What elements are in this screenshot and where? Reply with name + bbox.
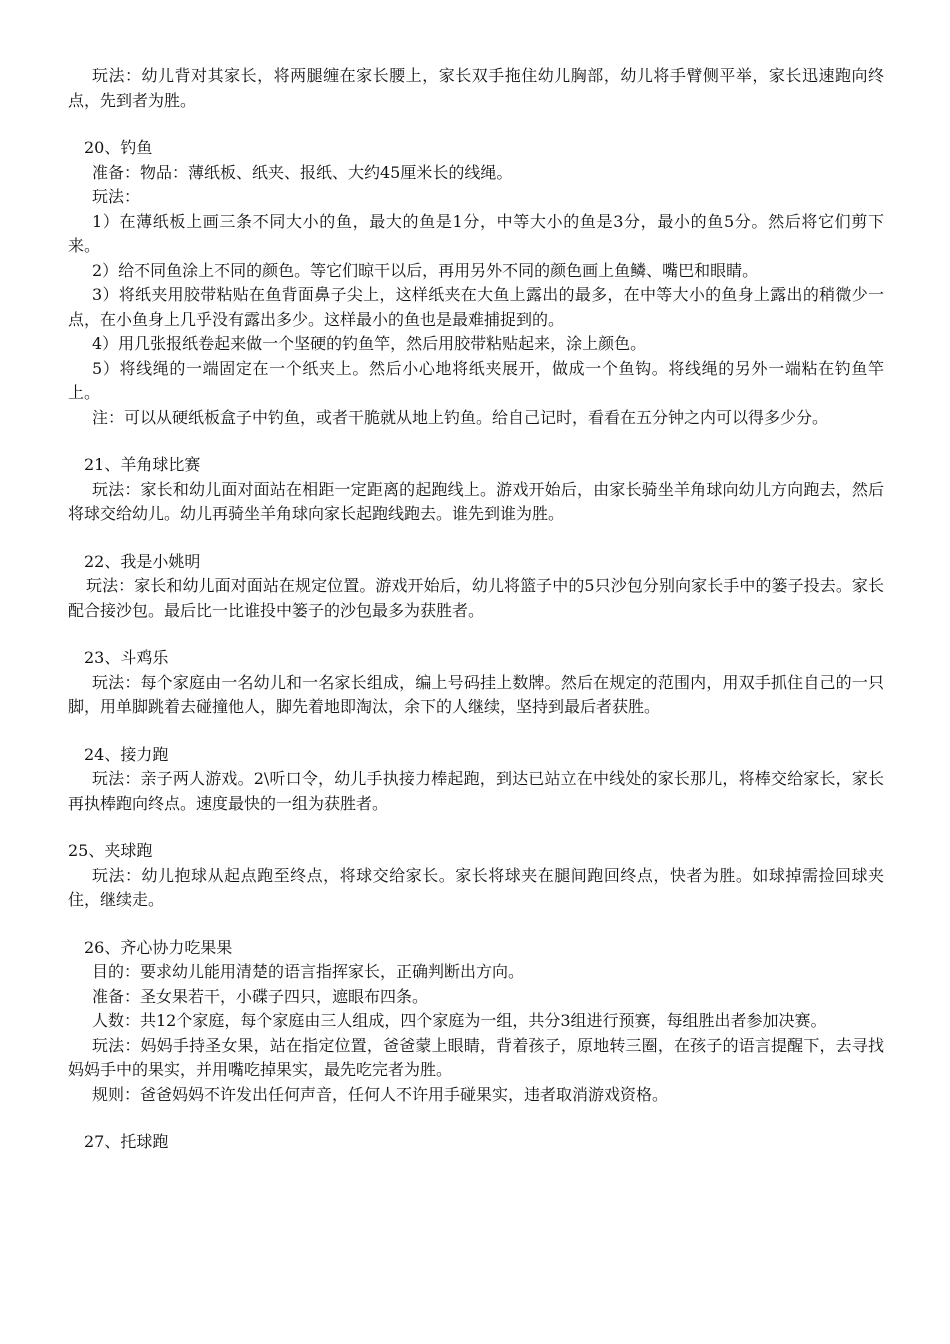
section20-step-3: 3）将纸夹用胶带粘贴在鱼背面鼻子尖上，这样纸夹在大鱼上露出的最多，在中等大小的鱼身上露出的稍微少一点，在小鱼身上几乎没有露出多少。这样最小的鱼也是最难捕捉到的。 <box>68 285 884 329</box>
section22-title: 22、我是小姚明 <box>84 551 201 571</box>
spacer <box>68 913 884 936</box>
section20-step-2: 2）给不同鱼涂上不同的颜色。等它们晾干以后，再用另外不同的颜色画上鱼鳞、嘴巴和眼睛。 <box>92 260 759 280</box>
section24-play: 玩法：亲子两人游戏。2\听口令，幼儿手执接力棒起跑，到达已站立在中线处的家长那儿，将棒交给家长，家长再执棒跑向终点。速度最快的一组为获胜者。 <box>68 769 884 813</box>
section20-step-4: 4）用几张报纸卷起来做一个坚硬的钓鱼竿，然后用胶带粘贴起来，涂上颜色。 <box>92 334 647 353</box>
section27-title: 27、托球跑 <box>84 1132 169 1151</box>
spacer <box>68 1107 884 1130</box>
section26-people: 人数：共12个家庭，每个家庭由三人组成，四个家庭为一组，共分3组进行预赛，每组胜出者参加决赛。 <box>92 1011 827 1030</box>
section19-play-paragraph: 玩法：幼儿背对其家长，将两腿缠在家长腰上，家长双手拖住幼儿胸部，幼儿将手臂侧平举，家长迅速跑向终点，先到者为胜。 <box>68 66 884 110</box>
section21-play: 玩法：家长和幼儿面对面站在相距一定距离的起跑线上。游戏开始后，由家长骑坐羊角球向幼儿方向跑去，然后将球交给幼儿。幼儿再骑坐羊角球向家长起跑线跑去。谁先到谁为胜。 <box>68 479 884 523</box>
section22-play: 玩法：家长和幼儿面对面站在规定位置。游戏开始后，幼儿将篮子中的5只沙包分别向家长手中的篓子投去。家长配合接沙包。最后比一比谁投中篓子的沙包最多为获胜者。 <box>68 576 884 620</box>
section20-play-label: 玩法： <box>92 187 141 206</box>
spacer <box>68 816 884 839</box>
section23-play: 玩法：每个家庭由一名幼儿和一名家长组成，编上号码挂上数牌。然后在规定的范围内，用双手抓住自己的一只脚，用单脚跳着去碰撞他人，脚先着地即淘汰，余下的人继续，坚持到最后者获胜。 <box>68 672 884 716</box>
section20-step-1: 1）在薄纸板上画三条不同大小的鱼，最大的鱼是1分，中等大小的鱼是3分，最小的鱼5分。然后将它们剪下来。 <box>68 211 884 255</box>
section26-prep: 准备：圣女果若干，小碟子四只，遮眼布四条。 <box>92 986 429 1006</box>
section20-title: 20、钓鱼 <box>84 138 153 157</box>
section26-play: 玩法：妈妈手持圣女果，站在指定位置，爸爸蒙上眼睛，背着孩子，原地转三圈，在孩子的语言提醒下，去寻找妈妈手中的果实，并用嘴吃掉果实，最先吃完者为胜。 <box>68 1035 884 1079</box>
spacer <box>68 113 884 136</box>
section21-title: 21、羊角球比赛 <box>84 455 201 474</box>
section25-play: 玩法：幼儿抱球从起点跑至终点，将球交给家长。家长将球夹在腿间跑回终点，快者为胜。如球掉需捡回球夹住，继续走。 <box>68 865 884 909</box>
section23-title: 23、斗鸡乐 <box>84 648 169 667</box>
section20-note: 注：可以从硬纸板盒子中钓鱼，或者干脆就从地上钓鱼。给自己记时，看看在五分钟之内可以得多少分。 <box>92 407 829 427</box>
section26-title: 26、齐心协力吃果果 <box>84 937 233 957</box>
section20-prep: 准备：物品：薄纸板、纸夹、报纸、大约45厘米长的线绳。 <box>92 162 513 182</box>
section26-goal: 目的：要求幼儿能用清楚的语言指挥家长，正确判断出方向。 <box>92 962 525 981</box>
spacer <box>68 527 884 550</box>
document-page <box>68 64 884 1155</box>
spacer <box>68 623 884 646</box>
section25-title: 25、夹球跑 <box>68 841 153 860</box>
spacer <box>68 720 884 743</box>
section26-rules: 规则：爸爸妈妈不许发出任何声音，任何人不许用手碰果实，违者取消游戏资格。 <box>92 1084 669 1104</box>
section24-title: 24、接力跑 <box>84 744 169 764</box>
section20-step-5: 5）将线绳的一端固定在一个纸夹上。然后小心地将纸夹展开，做成一个鱼钩。将线绳的另外一端粘在钓鱼竿上。 <box>68 358 884 402</box>
spacer <box>68 430 884 453</box>
